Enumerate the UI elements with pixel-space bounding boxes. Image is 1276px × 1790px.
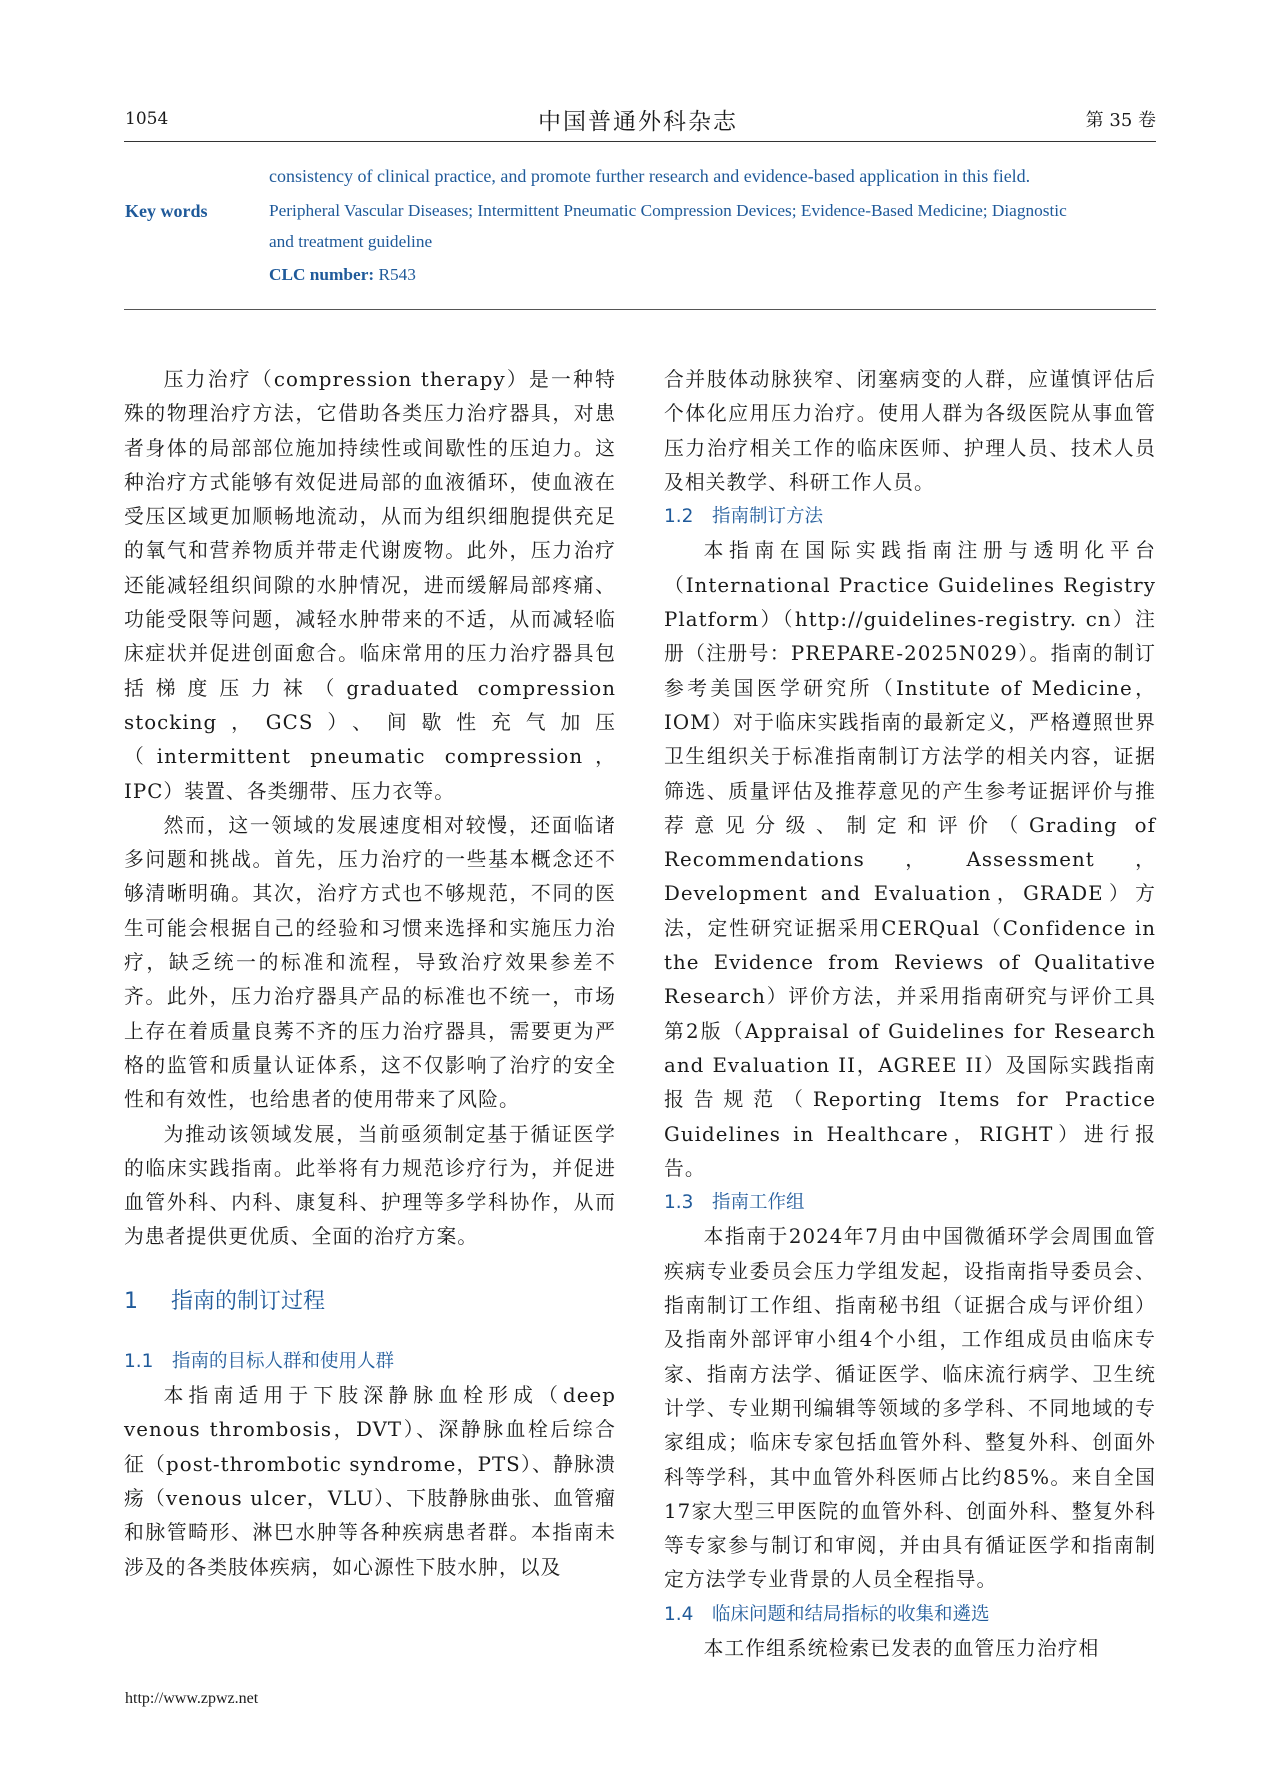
volume-label: 第 35 卷 xyxy=(1085,110,1156,131)
keywords-label: Key words xyxy=(125,201,208,221)
subsection-heading-1-1 xyxy=(124,1345,616,1379)
right-paragraph-3: 本指南于2024年7月由中国微循环学会周围血管疾病专业委员会压力学组发起，设指南指导委员会、指南制订工作组、指南秘书组（证据合成与评价组）及指南外部评审小组4个小组，工作组成员由临床专家、指南方法学、循证医学、临床流行病学、卫生统计学、专业期刊编辑等领域的多学科、不同地域的专家组成；临床专家包括血管外科、整复外科、创面外科等学科，其中血管外科医师占比约85%。来自全国17家大型三甲医院的血管外科、创面外科、整复外科等专家参与制订和审阅，并由具有循证医学和指南制定方法学专业背景的人员全程指导。 xyxy=(664,1225,1156,1592)
subsection-number: 1.4 xyxy=(664,1603,694,1625)
subsection-number: 1.2 xyxy=(664,506,694,528)
left-column xyxy=(124,363,616,1585)
right-paragraph-1: 合并肢体动脉狭窄、闭塞病变的人群，应谨慎评估后个体化应用压力治疗。使用人群为各级医院从事血管压力治疗相关工作的临床医师、护理人员、技术人员及相关教学、科研工作人员。 xyxy=(664,368,1156,494)
left-paragraph-1: 压力治疗（compression therapy）是一种特殊的物理治疗方法，它借助各类压力治疗器具，对患者身体的局部部位施加持续性或间歇性的压迫力。这种治疗方式能够有效促进局部的血液循环，使血液在受压区域更加顺畅地流动，从而为组织细胞提供充足的氧气和营养物质并带走代谢废物。此外，压力治疗还能减轻组织间隙的水肿情况，进而缓解局部疼痛、功能受限等问题，减轻水肿带来的不适，从而减轻临床症状并促进创面愈合。临床常用的压力治疗器具包括梯度压力袜（graduated compression stocking，GCS）、间歇性充气加压（intermittent pneumatic compression，IPC）装置、各类绷带、压力衣等。 xyxy=(124,368,616,803)
subsection-heading-1-2 xyxy=(664,500,1156,534)
section-title: 指南的制订过程 xyxy=(171,1288,326,1314)
right-paragraph-4: 本工作组系统检索已发表的血管压力治疗相 xyxy=(703,1636,1100,1660)
keywords-line-2: and treatment guideline xyxy=(269,232,433,251)
clc-label: CLC number: xyxy=(269,265,375,284)
subsection-title: 指南的目标人群和使用人群 xyxy=(172,1350,395,1372)
subsection-title: 指南工作组 xyxy=(712,1192,805,1214)
right-paragraph-2: 本指南在国际实践指南注册与透明化平台（International Practice Guidelines Registry Platform）（http://guidelines-registry. cn）注册（注册号：PREPARE-2025N029）。指南的制订参考美国医学研究所（Institute of Medicine，IOM）对于临床实践指南的最新定义，严格遵照世界卫生组织关于标准指南制订方法学的相关内容，证据筛选、质量评估及推荐意见的产生参考证据评价与推荐意见分级、制定和评价（Grading of Recommendations，Assessment，Development and Evaluation，GRADE）方法，定性研究证据采用CERQual（Confidence in the Evidence from Reviews of Qualitative Research）评价方法，并采用指南研究与评价工具第2版（Appraisal of Guidelines for Research and Evaluation II，AGREE II）及国际实践指南报告规范（Reporting Items for Practice Guidelines in Healthcare，RIGHT）进行报告。 xyxy=(664,539,1156,1180)
subsection-heading-1-4 xyxy=(664,1598,1156,1632)
section-heading-1 xyxy=(124,1284,616,1315)
page-number: 1054 xyxy=(125,109,169,129)
left-paragraph-3: 为推动该领域发展，当前亟须制定基于循证医学的临床实践指南。此举将有力规范诊疗行为，并促进血管外科、内科、康复科、护理等多学科协作，从而为患者提供更优质、全面的治疗方案。 xyxy=(124,1122,616,1249)
subsection-number: 1.3 xyxy=(664,1192,694,1214)
keywords-line-1: Peripheral Vascular Diseases; Intermittent Pneumatic Compression Devices; Evidence-Based Medicine; Diagnostic xyxy=(269,201,1067,220)
footer-url[interactable]: http://www.zpwz.net xyxy=(125,1690,259,1707)
section-number: 1 xyxy=(124,1288,138,1314)
subsection-title: 临床问题和结局指标的收集和遴选 xyxy=(712,1603,990,1625)
clc-value: R543 xyxy=(374,265,416,284)
right-column xyxy=(664,363,1156,1666)
abstract-conclusion-tail: consistency of clinical practice, and promote further research and evidence-based application in this field. xyxy=(269,166,1031,186)
subsection-number: 1.1 xyxy=(124,1350,154,1372)
journal-title: 中国普通外科杂志 xyxy=(538,109,738,135)
abstract-rule xyxy=(124,309,1156,310)
left-paragraph-4: 本指南适用于下肢深静脉血栓形成（deep venous thrombosis，DVT）、深静脉血栓后综合征（post-thrombotic syndrome，PTS）、静脉溃疡（venous ulcer，VLU）、下肢静脉曲张、血管瘤和脉管畸形、淋巴水肿等各种疾病患者群。本指南未涉及的各类肢体疾病，如心源性下肢水肿，以及 xyxy=(124,1384,616,1579)
clc-line xyxy=(269,265,416,285)
subsection-title: 指南制订方法 xyxy=(712,506,824,528)
left-paragraph-2: 然而，这一领域的发展速度相对较慢，还面临诸多问题和挑战。首先，压力治疗的一些基本概念还不够清晰明确。其次，治疗方式也不够规范，不同的医生可能会根据自己的经验和习惯来选择和实施压力治疗，缺乏统一的标准和流程，导致治疗效果参差不齐。此外，压力治疗器具产品的标准也不统一，市场上存在着质量良莠不齐的压力治疗器具，需要更为严格的监管和质量认证体系，这不仅影响了治疗的安全性和有效性，也给患者的使用带来了风险。 xyxy=(124,813,616,1112)
subsection-heading-1-3 xyxy=(664,1186,1156,1220)
header-rule xyxy=(124,141,1156,142)
